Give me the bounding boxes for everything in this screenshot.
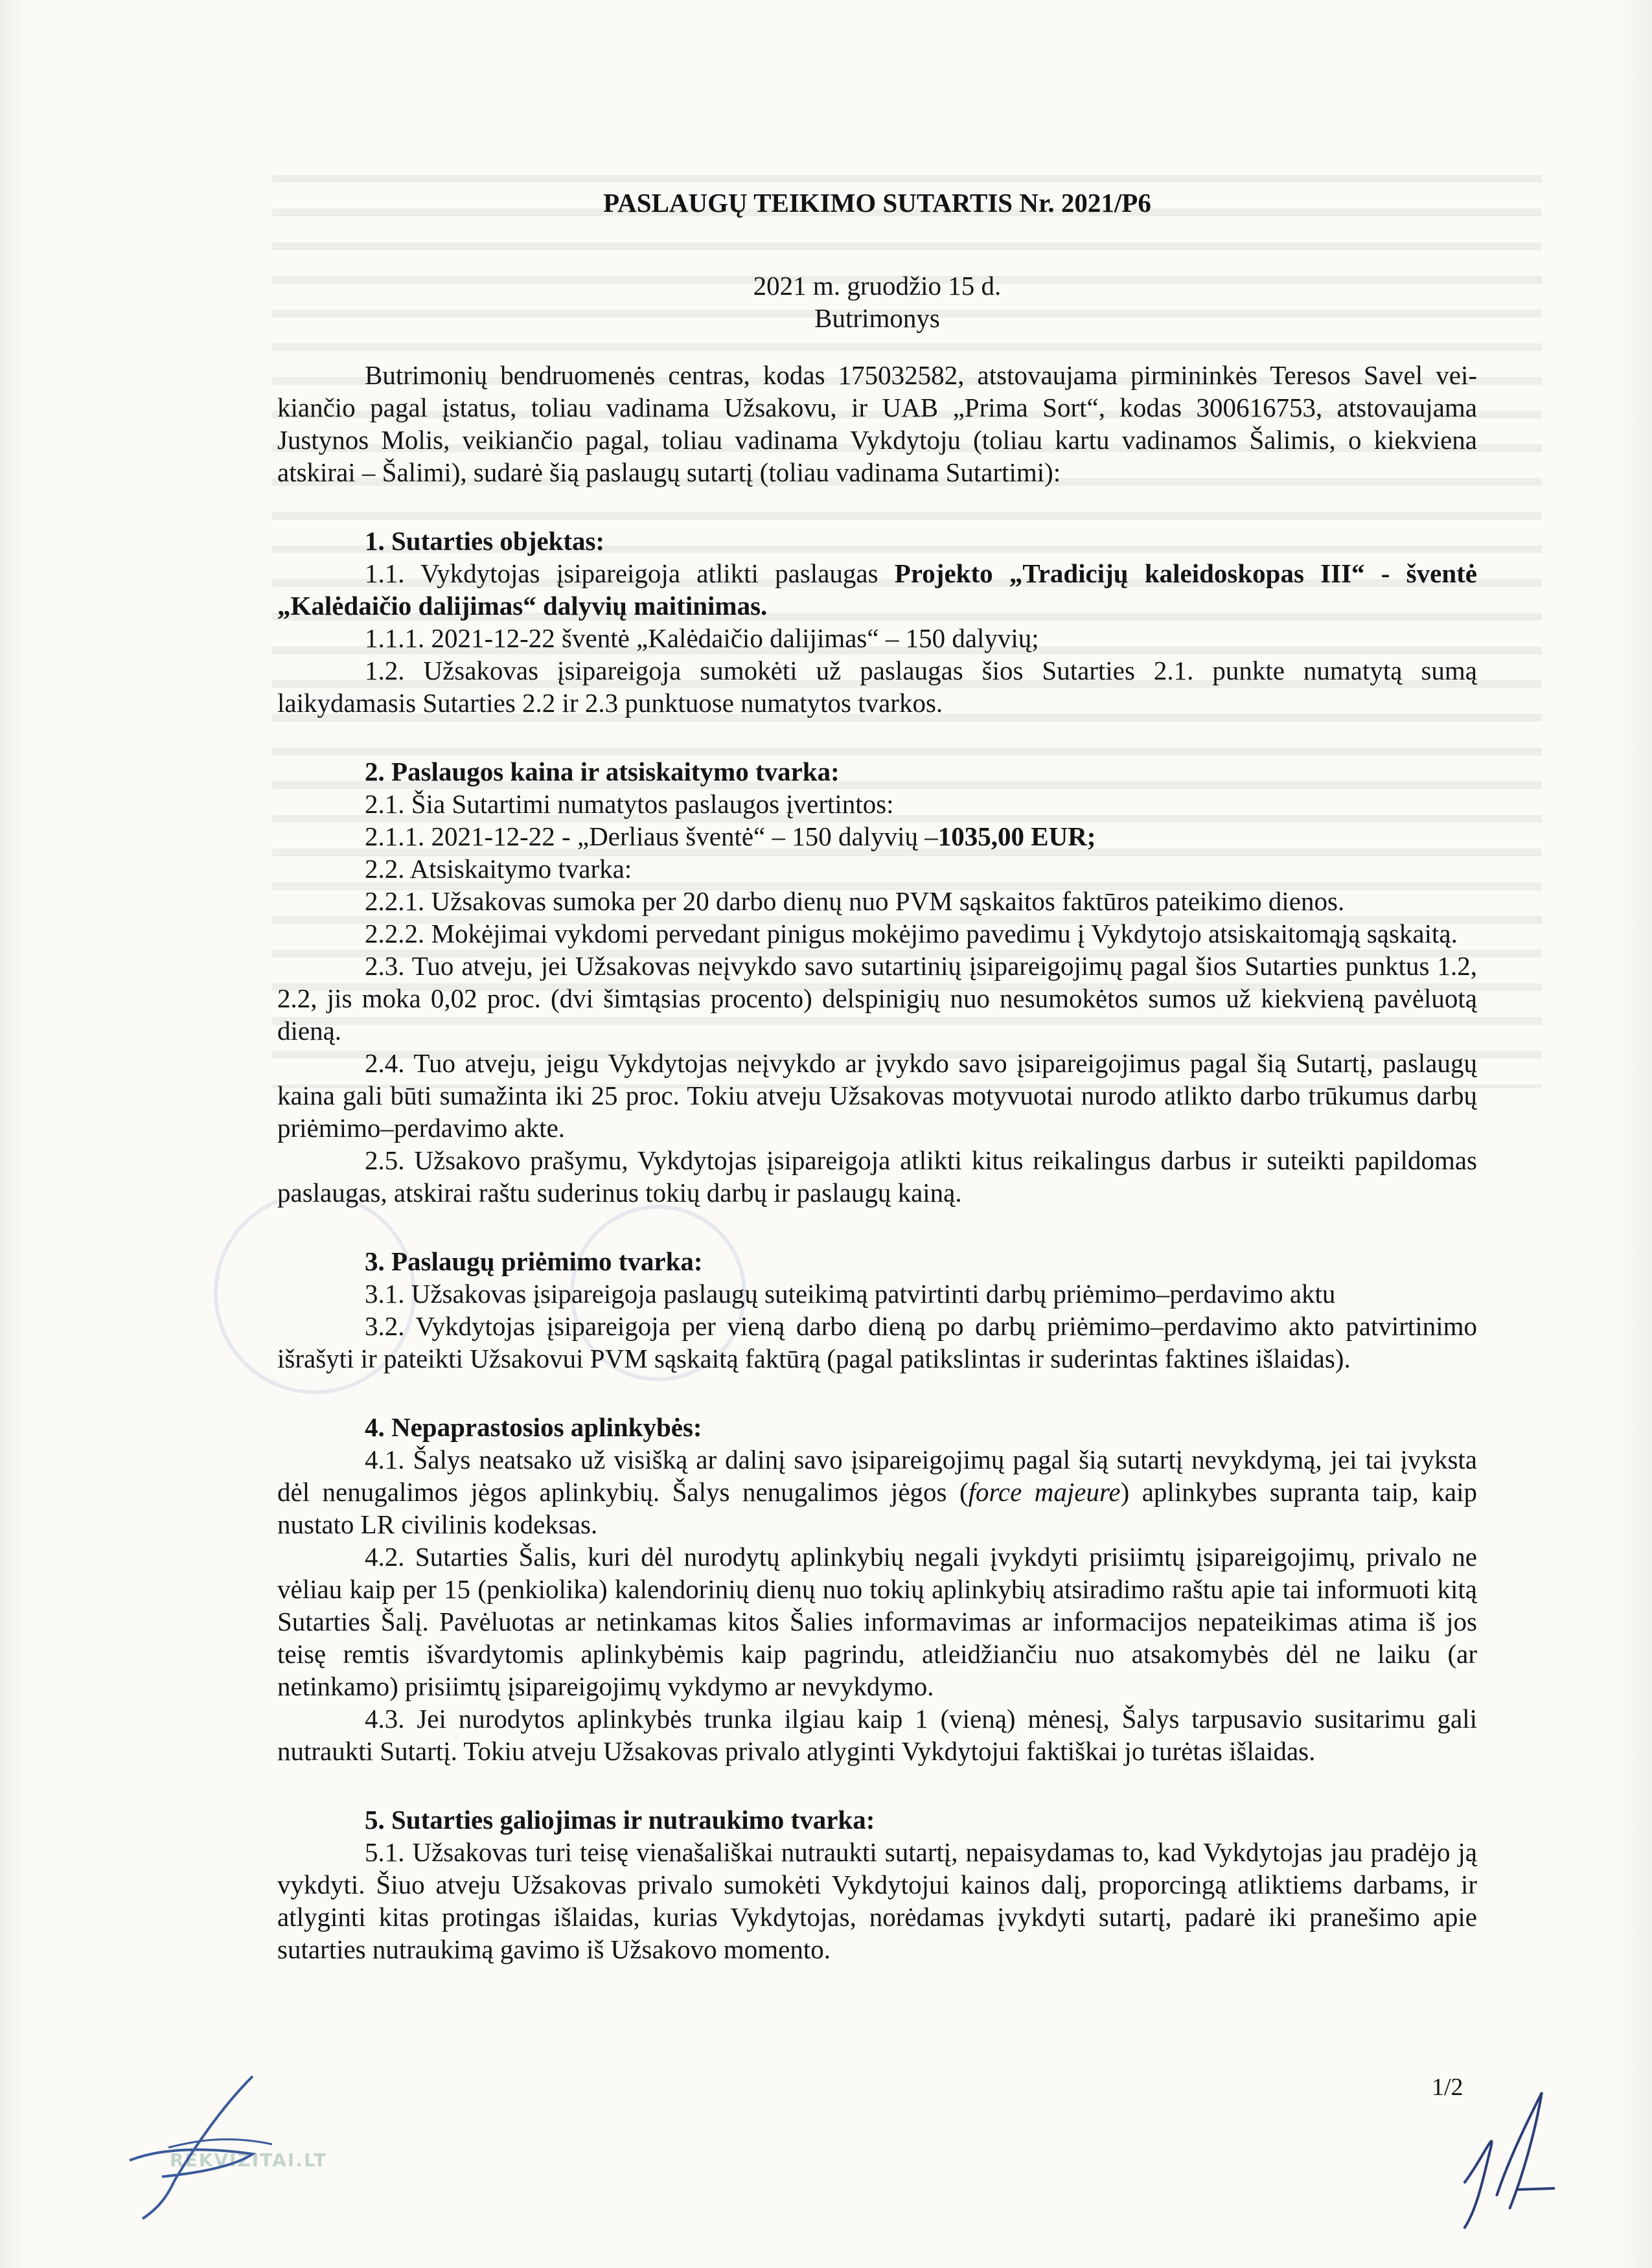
clause-2-1-1-text: 2.1.1. 2021-12-22 - „Derliaus šventė“ – 150 dalyvių – <box>365 821 938 851</box>
intro-paragraph: Butrimonių bendruomenės centras, kodas 175032582, atstovaujama pirmininkės Teresos Savel vei-kiančio pagal įstatus, toliau vadinama Užsakovu, ir UAB „Prima Sort“, kodas 300616753, atstovaujama Justynos Molis, veikiančio pagal, toliau vadinama Vykdytoju (toliau kartu vadinamos Šalimis, o kiekviena atskirai – Šalimi), sudarė šią paslaugų sutartį (toliau vadinama Sutartimi): <box>277 360 1477 487</box>
section-3-heading: 3. Paslaugų priėmimo tvarka: <box>365 1246 703 1276</box>
clause-1-1 <box>277 557 1477 622</box>
clause-4-1-text-b: ) aplinkybes supranta taip, kaip nustato LR civilinis kodeksas. <box>277 1477 1477 1539</box>
clause-2-3: 2.3. Tuo atveju, jei Užsakovas neįvykdo savo sutartinių įsipareigojimų pagal šios Sutarties punktus 1.2, 2.2, jis moka 0,02 proc. (dvi šimtąsias procento) delspinigių nuo nesumokėtos sumos už kiekvieną pavėluotą dieną. <box>277 951 1477 1046</box>
clause-4-1-force-majeure: force majeure <box>968 1477 1121 1507</box>
clause-3-2: 3.2. Vykdytojas įsipareigoja per vieną darbo dieną po darbų priėmimo–perdavimo akto patvirtinimo išrašyti ir pateikti Užsakovui PVM sąskaitą faktūrą (pagal patikslintas ir suderintas faktines išlaidas). <box>277 1311 1477 1373</box>
clause-1-1-1: 1.1.1. 2021-12-22 šventė „Kalėdaičio dalijimas“ – 150 dalyvių; <box>365 623 1039 653</box>
clause-5-1: 5.1. Užsakovas turi teisę vienašališkai nutraukti sutartį, nepaisydamas to, kad Vykdytojas jau pradėjo ją vykdyti. Šiuo atveju Užsakovas privalo sumokėti Vykdytojui kainos dalį, proporcingą atliktiems darbams, ir atlyginti kitas protingas išlaidas, kurias Vykdytojas, norėdamas įvykdyti sutartį, padarė iki pranešimo apie sutarties nutraukimą gavimo iš Užsakovo momento. <box>277 1837 1477 1964</box>
clause-1-1-text: 1.1. Vykdytojas įsipareigoja atlikti paslaugas <box>365 558 895 588</box>
clause-4-3: 4.3. Jei nurodytos aplinkybės trunka ilgiau kaip 1 (vieną) mėnesį, Šalys tarpusavio susitarimu gali nutraukti Sutartį. Tokiu atveju Užsakovas privalo atlyginti Vykdytojui faktiškai jo turėtas išlaidas. <box>277 1704 1477 1766</box>
section-4-heading: 4. Nepaprastosios aplinkybės: <box>365 1412 702 1442</box>
signature-right-icon <box>1438 2079 1568 2235</box>
clause-2-1-1-amount: 1035,00 EUR; <box>937 821 1096 851</box>
clause-2-1: 2.1. Šia Sutartimi numatytos paslaugos įvertintos: <box>365 789 894 819</box>
clause-1-2: 1.2. Užsakovas įsipareigoja sumokėti už paslaugas šios Sutarties 2.1. punkte numatytą sumą laikydamasis Sutarties 2.2 ir 2.3 punktuose numatytos tvarkos. <box>277 656 1477 718</box>
clause-1-1-project: Projekto „Tradicijų kaleidoskopas III“ - šventė „Kalėdaičio dalijimas“ dalyvių maitinimas. <box>277 558 1477 621</box>
page-number: 1/2 <box>1432 2074 1463 2101</box>
clause-4-2: 4.2. Sutarties Šalis, kuri dėl nurodytų aplinkybių negali įvykdyti prisiimtų įsipareigojimų, privalo ne vėliau kaip per 15 (penkiolika) kalendorinių dienų nuo tokių aplinkybių atsiradimo raštu apie tai informuoti kitą Sutarties Šalį. Pavėluotas ar netinkamas kitos Šalies informavimas ar informacijos nepateikimas atima iš jos teisę remtis išvardytomis aplinkybėmis kaip pagrindu, atleidžiančiu nuo atsakomybės dėl ne laiku (ar netinkamo) prisiimtų įsipareigojimų vykdymo ar nevykdymo. <box>277 1542 1477 1701</box>
watermark-logo: REKVIZITAI.LT <box>170 2149 328 2171</box>
clause-2-5: 2.5. Užsakovo prašymu, Vykdytojas įsipareigoja atlikti kitus reikalingus darbus ir suteikti papildomas paslaugas, atskirai raštu suderinus tokių darbų ir paslaugų kainą. <box>277 1145 1477 1208</box>
clause-4-1-text-a: 4.1. Šalys neatsako už visišką ar dalinį savo įsipareigojimų pagal šią sutartį nevykdymą, jei tai įvyksta dėl nenugalimos jėgos aplinkybių. Šalys nenugalimos jėgos ( <box>277 1445 1477 1507</box>
section-2-heading: 2. Paslaugos kaina ir atsiskaitymo tvarka: <box>365 757 840 786</box>
document-date: 2021 m. gruodžio 15 d. <box>753 271 1002 301</box>
clause-2-4: 2.4. Tuo atveju, jeigu Vykdytojas neįvykdo ar įvykdo savo įsipareigojimus pagal šią Sutartį, paslaugų kaina gali būti sumažinta iki 25 proc. Tokiu atveju Užsakovas motyvuotai nurodo atlikto darbo trūkumus darbų priėmimo–perdavimo akte. <box>277 1048 1477 1143</box>
document-title: PASLAUGŲ TEIKIMO SUTARTIS Nr. 2021/P6 <box>603 188 1151 218</box>
section-1-heading: 1. Sutarties objektas: <box>365 526 605 556</box>
signature-left-icon <box>123 2070 292 2225</box>
contract-body <box>277 181 1477 1965</box>
section-5-heading: 5. Sutarties galiojimas ir nutraukimo tvarka: <box>365 1805 875 1835</box>
clause-2-2-2: 2.2.2. Mokėjimai vykdomi pervedant pinigus mokėjimo pavedimu į Vykdytojo atsiskaitomąją sąskaitą. <box>365 919 1458 948</box>
document-place: Butrimonys <box>814 303 940 333</box>
clause-2-2-1: 2.2.1. Užsakovas sumoka per 20 darbo dienų nuo PVM sąskaitos faktūros pateikimo dienos. <box>365 886 1345 916</box>
clause-2-1-1 <box>277 820 1477 853</box>
clause-3-1: 3.1. Užsakovas įsipareigoja paslaugų suteikimą patvirtinti darbų priėmimo–perdavimo aktu <box>365 1279 1336 1309</box>
clause-4-1 <box>277 1443 1477 1541</box>
clause-2-2: 2.2. Atsiskaitymo tvarka: <box>365 854 632 884</box>
